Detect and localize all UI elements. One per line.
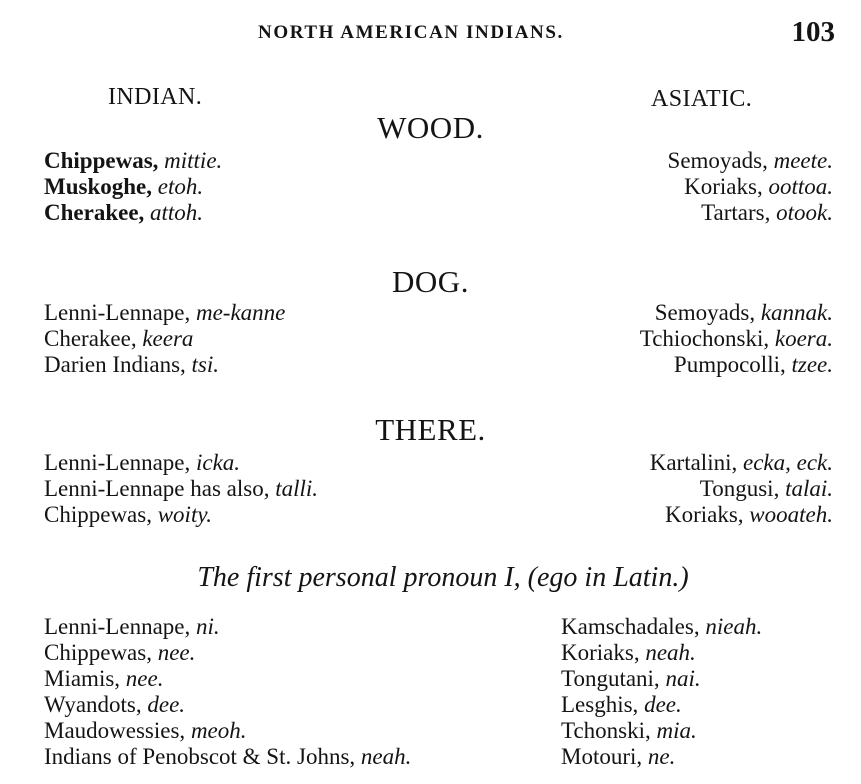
word-form: nai. xyxy=(665,666,701,691)
people-name: Cherakee, xyxy=(44,326,137,351)
people-name: Lenni-Lennape, xyxy=(44,300,191,325)
word-form: talli. xyxy=(275,476,319,501)
word-form: koera. xyxy=(774,326,833,351)
wood-asiatic-list xyxy=(668,148,833,226)
running-title: NORTH AMERICAN INDIANS. xyxy=(258,22,564,43)
word-form: kannak. xyxy=(760,300,833,325)
list-item xyxy=(668,148,833,174)
word-form: me-kanne xyxy=(195,300,286,325)
page-number: 103 xyxy=(791,16,835,48)
list-item xyxy=(561,744,762,770)
section-title-dog: DOG. xyxy=(392,264,469,299)
people-name: Semoyads, xyxy=(654,300,756,325)
list-item xyxy=(640,326,833,352)
people-name: Cherakee, xyxy=(44,200,145,225)
people-name: Muskoghe, xyxy=(44,174,152,199)
list-item xyxy=(44,666,411,692)
column-heading-asiatic: ASIATIC. xyxy=(651,86,753,112)
word-form: meoh. xyxy=(190,718,247,743)
word-form: neah. xyxy=(645,640,696,665)
section-title-wood: WOOD. xyxy=(377,110,484,145)
list-item xyxy=(640,352,833,378)
people-name: Chippewas, xyxy=(44,148,159,173)
list-item xyxy=(561,692,762,718)
people-name: Pumpocolli, xyxy=(673,352,786,377)
list-item xyxy=(44,174,222,200)
people-name: Maudowessies, xyxy=(44,718,186,743)
people-name: Lesghis, xyxy=(561,692,639,717)
there-indian-list xyxy=(44,450,318,528)
list-item xyxy=(44,744,411,770)
list-item xyxy=(668,200,833,226)
list-item xyxy=(640,300,833,326)
list-item xyxy=(44,352,285,378)
word-form: etoh. xyxy=(157,174,204,199)
list-item xyxy=(44,640,411,666)
dog-asiatic-list xyxy=(640,300,833,378)
people-name: Lenni-Lennape, xyxy=(44,450,191,475)
people-name: Tongusi, xyxy=(699,476,780,501)
people-name: Koriaks, xyxy=(561,640,640,665)
list-item xyxy=(44,300,285,326)
list-item xyxy=(44,450,318,476)
people-name: Motouri, xyxy=(561,744,643,769)
wood-indian-list xyxy=(44,148,222,226)
word-form: oottoa. xyxy=(768,174,833,199)
people-name: Semoyads, xyxy=(667,148,768,173)
list-item xyxy=(44,476,318,502)
people-name: Chippewas, xyxy=(44,502,152,527)
people-name: Indians of Penobscot & St. Johns, xyxy=(44,744,356,769)
word-form: dee. xyxy=(147,692,186,717)
word-form: meete. xyxy=(773,148,833,173)
word-form: mittie. xyxy=(164,148,223,173)
word-form: icka. xyxy=(195,450,241,475)
pronoun-indian-list xyxy=(44,614,411,770)
word-form: dee. xyxy=(644,692,682,717)
column-heading-indian: INDIAN. xyxy=(108,84,203,110)
list-item xyxy=(44,692,411,718)
people-name: Lenni-Lennape has also, xyxy=(44,476,270,501)
list-item xyxy=(561,666,762,692)
list-item xyxy=(650,502,833,528)
list-item xyxy=(561,718,762,744)
people-name: Tartars, xyxy=(701,200,771,225)
list-item xyxy=(44,326,285,352)
people-name: Chippewas, xyxy=(44,640,152,665)
section-title-pronoun: The first personal pronoun I, (ego in Latin.) xyxy=(197,562,689,593)
people-name: Koriaks, xyxy=(684,174,763,199)
word-form: neah. xyxy=(360,744,412,769)
word-form: ecka, eck. xyxy=(742,450,833,475)
word-form: woity. xyxy=(157,502,213,527)
people-name: Lenni-Lennape, xyxy=(44,614,191,639)
word-form: ni. xyxy=(195,614,220,639)
word-form: otook. xyxy=(776,200,833,225)
list-item xyxy=(44,502,318,528)
people-name: Tongutani, xyxy=(561,666,660,691)
word-form: talai. xyxy=(785,476,833,501)
list-item xyxy=(44,200,222,226)
word-form: keera xyxy=(142,326,194,351)
word-form: nee. xyxy=(125,666,164,691)
list-item xyxy=(561,614,762,640)
list-item xyxy=(650,476,833,502)
word-form: nieah. xyxy=(705,614,763,639)
word-form: tsi. xyxy=(191,352,220,377)
list-item xyxy=(561,640,762,666)
word-form: wooateh. xyxy=(749,502,833,527)
list-item xyxy=(44,148,222,174)
people-name: Darien Indians, xyxy=(44,352,186,377)
people-name: Wyandots, xyxy=(44,692,142,717)
word-form: nee. xyxy=(157,640,196,665)
word-form: attoh. xyxy=(150,200,204,225)
word-form: ne. xyxy=(647,744,676,769)
word-form: tzee. xyxy=(791,352,833,377)
pronoun-asiatic-list xyxy=(561,614,762,770)
people-name: Kartalini, xyxy=(649,450,738,475)
people-name: Koriaks, xyxy=(664,502,744,527)
people-name: Tchonski, xyxy=(561,718,651,743)
section-title-there: THERE. xyxy=(375,412,486,447)
list-item xyxy=(44,718,411,744)
word-form: mia. xyxy=(656,718,697,743)
dog-indian-list xyxy=(44,300,285,378)
list-item xyxy=(668,174,833,200)
list-item xyxy=(650,450,833,476)
list-item xyxy=(44,614,411,640)
people-name: Miamis, xyxy=(44,666,121,691)
people-name: Tchiochonski, xyxy=(639,326,770,351)
there-asiatic-list xyxy=(650,450,833,528)
people-name: Kamschadales, xyxy=(561,614,700,639)
